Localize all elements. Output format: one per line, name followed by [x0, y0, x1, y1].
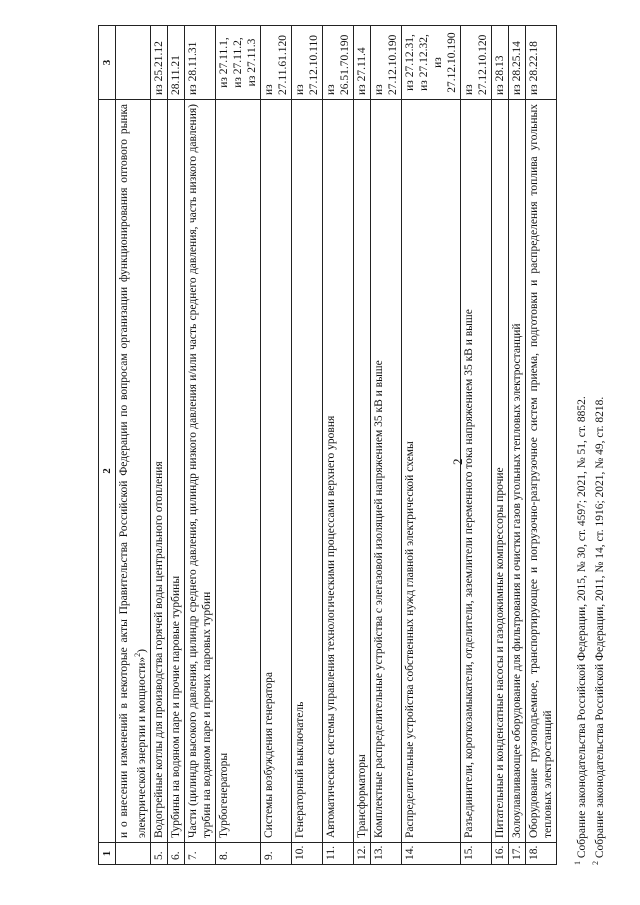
row-text: Генераторный выключатель: [293, 701, 306, 838]
row-number: 16.: [491, 843, 508, 865]
row-description: [491, 100, 508, 843]
row-number: 14.: [401, 843, 460, 865]
table-row: [150, 26, 167, 865]
row-number: 11.: [322, 843, 353, 865]
row-codes: [491, 26, 508, 100]
row-description: [184, 100, 215, 843]
row-number: 18.: [525, 843, 556, 865]
okpd-code: из 27.11.3: [245, 38, 258, 87]
row-text: Питательные и конденсатные насосы и газодожимные компрессоры прочие: [493, 467, 506, 838]
row-codes: [353, 26, 370, 100]
row-description: [370, 100, 401, 843]
row-text: Золоулавливающее оборудование для фильтрования и очистки газов угольных тепловых электростанций: [510, 323, 523, 838]
footnote-text: Собрание законодательства Российской Федерации, 2015, № 30, ст. 4597; 2021, № 51, ст. 8852.: [575, 396, 588, 861]
row-text: Системы возбуждения генератора: [262, 672, 275, 838]
row-codes: [184, 26, 215, 100]
row-number: 7.: [184, 843, 215, 865]
row-codes: [260, 26, 291, 100]
okpd-code: из 27.11.1,: [217, 37, 230, 88]
okpd-code: из 28.13: [493, 55, 506, 95]
row-number: 6.: [167, 843, 184, 865]
row-number: 13.: [370, 843, 401, 865]
row-text: Автоматические системы управления технологическими процессами верхнего уровня: [324, 415, 337, 838]
row-description: [116, 100, 151, 843]
table-row: [184, 26, 215, 865]
footnotes: [571, 25, 607, 865]
row-text: Турбогенераторы: [217, 752, 230, 838]
header-col-1: 1: [99, 843, 116, 865]
row-description: [260, 100, 291, 843]
footnote-text: Собрание законодательства Российской Федерации, 2011, № 14, ст. 1916; 2021, № 49, ст. 8218.: [593, 396, 606, 861]
row-codes: [150, 26, 167, 100]
row-number: 9.: [260, 843, 291, 865]
row-number: 12.: [353, 843, 370, 865]
table-row: [460, 26, 491, 865]
row-text: Распределительные устройства собственных нужд главной электрической схемы: [403, 441, 416, 838]
table-row: [116, 26, 151, 865]
table-header-row: [99, 26, 116, 865]
row-text: Турбины на водяном паре и прочие паровые турбины: [169, 575, 182, 838]
row-description: [508, 100, 525, 843]
okpd-code: из 27.11.61.120: [262, 35, 289, 95]
row-description: [215, 100, 260, 843]
row-description: [460, 100, 491, 843]
row-text-tail: ): [135, 649, 148, 653]
row-codes: [401, 26, 460, 100]
row-number: 15.: [460, 843, 491, 865]
row-description: [525, 100, 556, 843]
table-row: [508, 26, 525, 865]
codes-table: [98, 25, 557, 865]
row-description: [291, 100, 322, 843]
row-text: Оборудование грузоподъемное, транспортирующее и погрузочно-разгрузочное систем приема, подготовки и распределения топлива угольных тепловых электростанций: [527, 104, 554, 838]
table-row: [353, 26, 370, 865]
okpd-code: из 27.11.4: [355, 47, 368, 95]
footnote-mark: 1: [573, 861, 582, 865]
row-description: [401, 100, 460, 843]
row-text: Трансформаторы: [355, 754, 368, 838]
table-row: [291, 26, 322, 865]
okpd-code: из 27.12.10.120: [462, 34, 489, 95]
okpd-code: из 27.12.10.190: [372, 34, 399, 95]
row-codes: [291, 26, 322, 100]
okpd-code: 28.11.21: [169, 55, 182, 95]
row-codes: [525, 26, 556, 100]
row-number: 8.: [215, 843, 260, 865]
row-number: 10.: [291, 843, 322, 865]
okpd-code: из 28.11.31: [186, 41, 199, 95]
row-codes: [215, 26, 260, 100]
row-number: 5.: [150, 843, 167, 865]
footnote-ref: 2: [133, 652, 142, 657]
footnote: [571, 25, 589, 865]
row-description: [167, 100, 184, 843]
row-codes: [116, 26, 151, 100]
okpd-code: из 27.12.31,: [403, 34, 416, 91]
table-row: [401, 26, 460, 865]
row-text: Части (цилиндр высокого давления, цилиндр среднего давления, цилиндр низкого давления и/или часть среднего давления, часть низкого давления) турбин на водяном паре и прочих паровых турбин: [186, 104, 213, 838]
row-number: 17.: [508, 843, 525, 865]
footnote: [589, 25, 607, 865]
table-row: [370, 26, 401, 865]
footnote-mark: 2: [590, 861, 600, 865]
okpd-code: из 28.25.14: [510, 41, 523, 95]
row-description: [353, 100, 370, 843]
okpd-code: из 28.22.18: [527, 41, 540, 95]
row-codes: [167, 26, 184, 100]
table-row: [215, 26, 260, 865]
row-text: Комплектные распределительные устройства с элегазовой изоляцией напряжением 35 кВ и выше: [372, 360, 385, 838]
row-description: [322, 100, 353, 843]
table-row: [260, 26, 291, 865]
header-col-3: 3: [99, 26, 116, 100]
table-row: [525, 26, 556, 865]
okpd-code: из 27.12.10.190: [431, 32, 458, 93]
okpd-code: из 26.51.70.190: [324, 34, 351, 95]
row-text: Водогрейные котлы для производства горячей воды центрального отопления: [152, 461, 165, 838]
table-row: [167, 26, 184, 865]
okpd-code: из 25.21.12: [152, 41, 165, 95]
okpd-code: из 27.11.2,: [231, 37, 244, 88]
okpd-code: из 27.12.32,: [417, 34, 430, 91]
table-row: [491, 26, 508, 865]
row-description: [150, 100, 167, 843]
row-number: [116, 843, 151, 865]
row-text: и о внесении изменений в некоторые акты Правительства Российской Федерации по вопросам организации функционирования оптового рынка электрической энергии и мощности»: [118, 104, 148, 838]
row-codes: [508, 26, 525, 100]
row-codes: [460, 26, 491, 100]
row-text: Разъединители, короткозамыкатели, отделители, заземлители переменного тока напряжением 35 кВ и выше: [462, 309, 475, 838]
row-codes: [370, 26, 401, 100]
row-codes: [322, 26, 353, 100]
page-number: 2: [450, 458, 465, 465]
table-row: [322, 26, 353, 865]
okpd-code: из 27.12.10.110: [293, 35, 320, 95]
header-col-2: 2: [99, 100, 116, 843]
